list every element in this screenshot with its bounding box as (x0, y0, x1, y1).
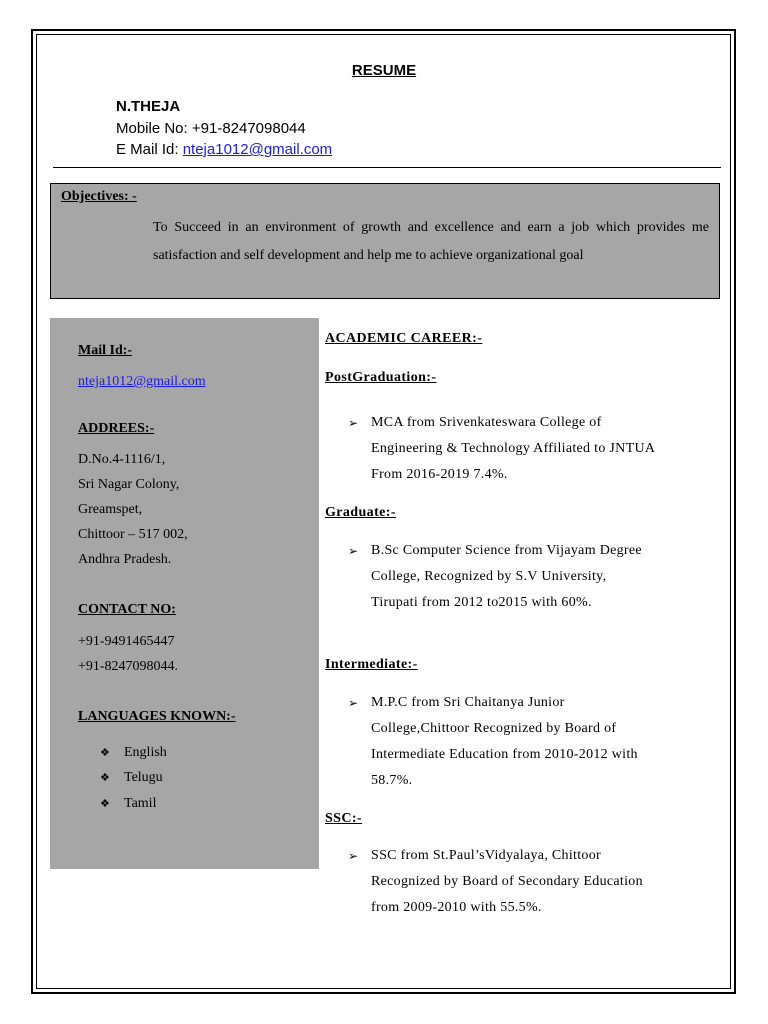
mobile-value: +91-8247098044 (191, 120, 306, 137)
address-line: Sri Nagar Colony, (78, 477, 180, 492)
language-label: English (124, 745, 167, 760)
arrow-bullet-icon: ➢ (348, 416, 359, 430)
contact-heading: CONTACT NO: (78, 602, 176, 617)
arrow-bullet-icon: ➢ (348, 849, 359, 863)
diamond-bullet-icon: ❖ (100, 798, 110, 810)
mail-heading: Mail Id:- (78, 343, 133, 358)
mobile-label: Mobile No: (116, 120, 188, 137)
address-line: D.No.4-1116/1, (78, 452, 166, 467)
entry-line: College, Recognized by S.V University, (371, 569, 607, 584)
diamond-bullet-icon: ❖ (100, 772, 110, 784)
section-heading: SSC:- (325, 811, 363, 826)
entry-line: College,Chittoor Recognized by Board of (371, 721, 617, 736)
arrow-bullet-icon: ➢ (348, 544, 359, 558)
entry-line: Recognized by Board of Secondary Education (371, 874, 643, 889)
objectives-box (50, 183, 720, 299)
language-item (100, 745, 167, 761)
education-entry (348, 690, 728, 794)
language-label: Tamil (124, 796, 157, 811)
language-item (100, 770, 163, 786)
mail-value (78, 374, 206, 390)
entry-line: M.P.C from Sri Chaitanya Junior (371, 695, 565, 710)
entry-line: SSC from St.Paul’sVidyalaya, Chittoor (371, 848, 601, 863)
email-link[interactable]: nteja1012@gmail.com (182, 141, 333, 158)
language-item (100, 796, 156, 812)
resume-title: RESUME (351, 62, 417, 79)
mobile-line (116, 120, 306, 137)
contact-number: +91-8247098044. (78, 659, 179, 674)
contact-number: +91-9491465447 (78, 634, 175, 649)
languages-heading: LANGUAGES KNOWN:- (78, 709, 236, 724)
address-heading: ADDREES:- (78, 421, 155, 436)
email-line (116, 141, 332, 158)
address-line: Chittoor – 517 002, (78, 527, 188, 542)
sidebar-email-link[interactable]: nteja1012@gmail.com (78, 374, 206, 389)
education-entry (348, 410, 728, 488)
email-label: E Mail Id: (116, 141, 179, 158)
address-line: Greamspet, (78, 502, 143, 517)
header-divider (53, 167, 721, 168)
section-heading: Intermediate:- (325, 657, 418, 672)
sidebar (50, 318, 319, 869)
arrow-bullet-icon: ➢ (348, 696, 359, 710)
objectives-heading: Objectives: - (61, 189, 137, 204)
entry-line: from 2009-2010 with 55.5%. (371, 900, 542, 915)
entry-line: From 2016-2019 7.4%. (371, 467, 508, 482)
entry-line: Intermediate Education from 2010-2012 with (371, 747, 638, 762)
academic-heading: ACADEMIC CAREER:- (325, 331, 483, 346)
language-label: Telugu (124, 770, 163, 785)
entry-line: 58.7%. (371, 773, 413, 788)
entry-line: B.Sc Computer Science from Vijayam Degree (371, 543, 642, 558)
entry-line: Tirupati from 2012 to2015 with 60%. (371, 595, 592, 610)
address-line: Andhra Pradesh. (78, 552, 172, 567)
objectives-text: To Succeed in an environment of growth and excellence and earn a job which provides me satisfaction and self development and help me to achieve organizational goal (153, 220, 709, 263)
section-heading: Graduate:- (325, 505, 396, 520)
candidate-name: N.THEJA (116, 98, 181, 115)
entry-line: MCA from Srivenkateswara College of (371, 415, 602, 430)
entry-line: Engineering & Technology Affiliated to JNTUA (371, 441, 656, 456)
diamond-bullet-icon: ❖ (100, 747, 110, 759)
section-heading: PostGraduation:- (325, 370, 437, 385)
education-entry (348, 843, 728, 921)
education-entry (348, 538, 728, 616)
